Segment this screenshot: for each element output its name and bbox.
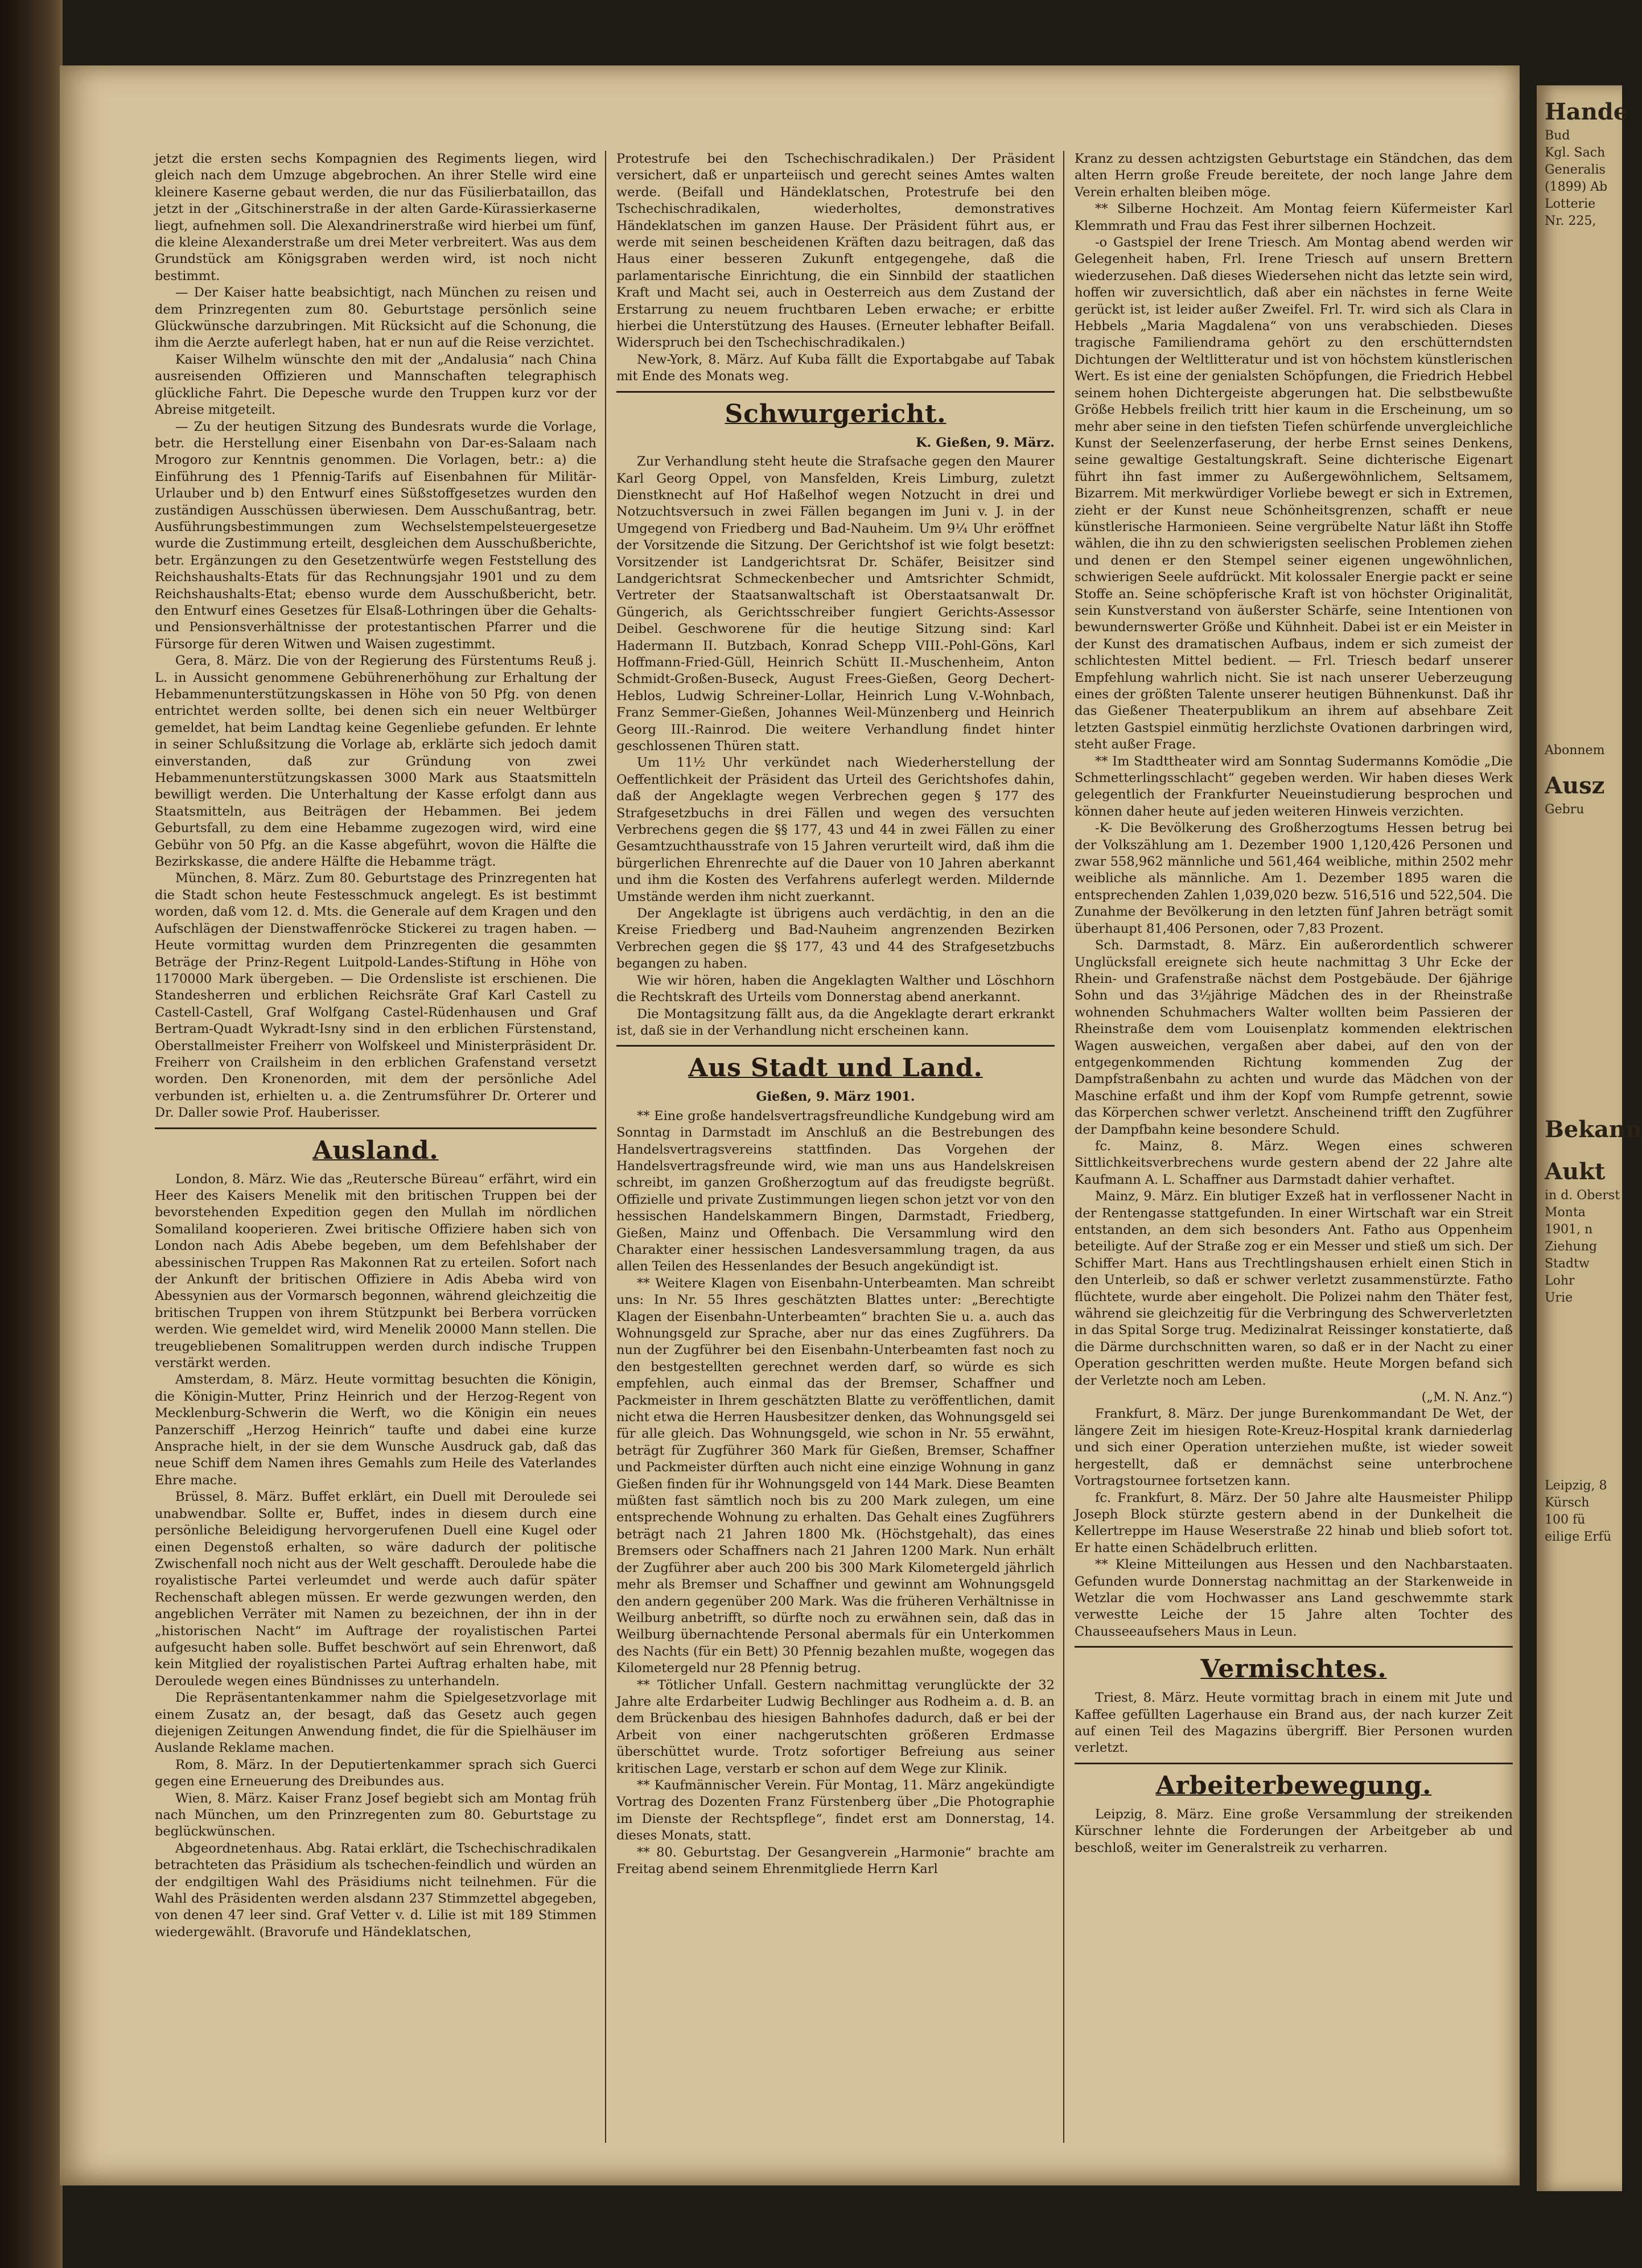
column-divider bbox=[605, 151, 606, 2143]
right-fragment: Abonnem bbox=[1545, 743, 1605, 758]
article-paragraph: Protestrufe bei den Tschechischradikalen.) Der Präsident versichert, daß er unparteiisch und gerecht seines Amtes walten werde. (Beifall und Händeklatschen, Protestrufe bei den Tschechischradikalen, wiederholtes, demonstratives Händeklatschen im ganzen Hause. Der Präsident führt aus, er werde mit seinen bescheidenen Kräften dazu beitragen, daß das Haus einer besseren Zukunft entgegengehe, daß die parlamentarische Einrichtung, die ein Sinnbild der staatlichen Kraft und Macht sei, auch in Oesterreich aus dem Zustand der Erstarrung zu neuem fruchtbaren Leben erwache; er erbitte hierbei die Unterstützung des Hauses. (Erneuter lebhafter Beifall. Widerspruch bei den Tschechischradikalen.) bbox=[616, 151, 1055, 351]
article-paragraph: Leipzig, 8. März. Eine große Versammlung der streikenden Kürschner lehnte die Forderungen der Arbeitgeber ab und beschloß, weiter im Generalstreik zu verharren. bbox=[1075, 1806, 1513, 1855]
article-paragraph: — Der Kaiser hatte beabsichtigt, nach München zu reisen und dem Prinzregenten zum 80. Geburtstage persönlich seine Glückwünsche darzubringen. Mit Rücksicht auf die Schonung, die ihm die Aerzte auferlegt haben, hat er nun auf die Reise verzichtet. bbox=[155, 285, 596, 351]
source-citation: („M. N. Anz.“) bbox=[1421, 1390, 1513, 1405]
right-fragment: Kürsch bbox=[1545, 1496, 1590, 1510]
article-paragraph: Um 11½ Uhr verkündet nach Wiederherstellung der Oeffentlichkeit der Präsident das Urteil des Gerichtshofes dahin, daß der Angeklagte wegen Verbrechen gegen § 177 des Strafgesetzbuchs in drei Fällen und wegen des versuchten Verbrechens gegen die §§ 177, 43 und 44 in zwei Fällen zu einer Gesamtzuchthausstrafe von 15 Jahren verurteilt wird, daß ihm die bürgerlichen Ehrenrechte auf die Dauer von 10 Jahren aberkannt und ihm die Kosten des Verfahrens auferlegt werden. Mildernde Umstände werden ihm nicht zuerkannt. bbox=[616, 755, 1055, 904]
right-fragment: 1901, n bbox=[1545, 1223, 1593, 1237]
article-paragraph: London, 8. März. Wie das „Reutersche Büreau“ erfährt, wird ein Heer des Kaisers Menelik mit den britischen Truppen bei der bevorstehenden Expedition gegen den Mullah im nördlichen Somaliland kooperieren. Zwei britische Offiziere haben sich von London nach Adis Abebe begeben, um dem Befehlshaber der abessinischen Truppen Ras Makonnen Rat zu erteilen. Sofort nach der Ankunft der britischen Offiziere in Adis Abeba wird von Abessynien aus der Vormarsch begonnen, während gleichzeitig die britischen Truppen von ihrem Stützpunkt bei Berbera vorrücken werden. Wie gemeldet wird, wird Menelik 20000 Mann stellen. Die treugebliebenen Somalitruppen werden durch indische Truppen verstärkt werden. bbox=[155, 1171, 596, 1371]
article-paragraph: Mainz, 9. März. Ein blutiger Exzeß hat in verflossener Nacht in der Rentengasse stattgefunden. In einer Wirtschaft war ein Streit entstanden, an dem sich besonders Ant. Fatho aus Oppenheim beteiligte. Auf der Straße zog er ein Messer und stieß um sich. Der Schiffer Mart. Hans aus Trechtlingshausen erhielt einen Stich in den Unterleib, so daß er schwer verletzt zusammenstürzte. Fatho flüchtete, wurde aber eingeholt. Die Polizei nahm den Thäter fest, während sie gleichzeitig für die Verbringung des Schwerverletzten in das Spital Sorge trug. Medizinalrat Reissinger konstatierte, daß die Därme durchschnitten waren, so daß er in der Nacht zu einer Operation geschritten werden mußte. Heute Morgen befand sich der Verletzte noch am Leben. bbox=[1075, 1189, 1513, 1388]
right-fragment: 100 fü bbox=[1545, 1513, 1586, 1527]
article-paragraph: Frankfurt, 8. März. Der junge Burenkommandant De Wet, der längere Zeit im hiesigen Rote-Kreuz-Hospital krank darniederlag und sich einer Operation unterziehen mußte, ist wieder soweit hergestellt, daß er demnächst seine unterbrochene Vortragstournee fortsetzen kann. bbox=[1075, 1406, 1513, 1489]
article-paragraph: Wie wir hören, haben die Angeklagten Walther und Löschhorn die Rechtskraft des Urteils vom Donnerstag abend anerkannt. bbox=[616, 973, 1055, 1005]
article-paragraph: ** Tötlicher Unfall. Gestern nachmittag verunglückte der 32 Jahre alte Erdarbeiter Ludwig Bechlinger aus Rodheim a. d. B. an dem Brückenbau des hiesigen Bahnhofes dadurch, daß er bei der Arbeit von einer nachgerutschten größeren Erdmasse überschüttet wurde. Trotz sofortiger Befreiung aus seiner kritischen Lage, verstarb er schon auf dem Wege zur Klinik. bbox=[616, 1677, 1055, 1776]
article-paragraph: ** Im Stadttheater wird am Sonntag Sudermanns Komödie „Die Schmetterlingsschlacht“ gegeben werden. Wir haben dieses Werk gelegentlich der Frankfurter Neueinstudierung besprochen und können daher heute auf jeden weiteren Hinweis verzichten. bbox=[1075, 754, 1513, 819]
dateline: Gießen, 9. März 1901. bbox=[756, 1089, 915, 1105]
right-fragment: Stadtw bbox=[1545, 1257, 1590, 1271]
right-fragment: Gebru bbox=[1545, 802, 1585, 817]
right-fragment: Monta bbox=[1545, 1205, 1586, 1220]
section-rule bbox=[616, 391, 1055, 393]
right-fragment: Aukt bbox=[1545, 1158, 1606, 1185]
column-right bbox=[1075, 151, 1513, 1857]
right-fragment: (1899) Ab bbox=[1545, 180, 1608, 194]
right-fragment: Hande bbox=[1545, 98, 1628, 125]
article-paragraph: Rom, 8. März. In der Deputiertenkammer sprach sich Guerci gegen eine Erneuerung des Dreibundes aus. bbox=[155, 1757, 596, 1789]
right-fragment: Ziehung bbox=[1545, 1240, 1597, 1254]
article-paragraph: ** 80. Geburtstag. Der Gesangverein „Harmonie“ brachte am Freitag abend seinem Ehrenmitgliede Herrn Karl bbox=[616, 1845, 1055, 1876]
section-heading-arbeiterbewegung: Arbeiterbewegung. bbox=[1155, 1771, 1432, 1800]
book-binding-edge bbox=[0, 0, 63, 2268]
article-paragraph: fc. Mainz, 8. März. Wegen eines schweren Sittlichkeitsverbrechens wurde gestern abend der 22 Jahre alte Kaufmann A. L. Schaffner aus Darmstadt dahier verhaftet. bbox=[1075, 1138, 1513, 1187]
article-paragraph: Sch. Darmstadt, 8. März. Ein außerordentlich schwerer Unglücksfall ereignete sich heute nachmittag 3 Uhr Ecke der Rhein- und Grafenstraße nächst dem Postgebäude. Der 6jährige Sohn und das 3½jährige Mädchen des in der Rheinstraße wohnenden Schuhmachers Walter wollten beim Passieren der Rheinstraße dem vom Louisenplatz kommenden elektrischen Wagen ausweichen, vergaßen aber dabei, auf den von der entgegenkommenden Richtung kommenden Zug der Dampfstraßenbahn zu achten und wurde das Mädchen von der Maschine erfaßt und ihm der Kopf vom Rumpfe getrennt, sowie das Körperchen schwer verletzt. Anscheinend trifft den Zugführer der Dampfbahn keine besondere Schuld. bbox=[1075, 938, 1513, 1137]
column-divider bbox=[1063, 151, 1064, 2143]
article-paragraph: ** Kaufmännischer Verein. Für Montag, 11. März angekündigte Vortrag des Dozenten Franz Fürstenberg über „Die Photographie im Dienste der Rechtspflege“, findet erst am Donnerstag, 14. dieses Monats, statt. bbox=[616, 1777, 1055, 1843]
right-fragment: Urie bbox=[1545, 1291, 1573, 1305]
right-fragment: Bekann bbox=[1545, 1116, 1642, 1143]
article-paragraph: Wien, 8. März. Kaiser Franz Josef begiebt sich am Montag früh nach München, um den Prinzregenten zum 80. Geburtstage zu beglückwünschen. bbox=[155, 1790, 596, 1839]
article-paragraph: jetzt die ersten sechs Kompagnien des Regiments liegen, wird gleich nach dem Umzuge abgebrochen. An ihrer Stelle wird eine kleinere Kaserne gebaut werden, die nur das Füsilierbataillon, das jetzt in der „Gitschinerstraße in der alten Garde-Kürassierkaserne liegt, aufnehmen soll. Die Alexandrinerstraße wird hierbei um fünf, die kleine Alexanderstraße um drei Meter verbreitert. Was aus dem Grundstück am Königsgraben werden wird, ist noch nicht bestimmt. bbox=[155, 151, 596, 283]
article-paragraph: — Zu der heutigen Sitzung des Bundesrats wurde die Vorlage, betr. die Herstellung einer Eisenbahn von Dar-es-Salaam nach Mrogoro zur Kenntnis genommen. Die Vorlagen, betr.: a) die Einführung des 1 Pfennig-Tarifs auf Eisenbahnen für Militär-Urlauber und b) den Entwurf eines Süßstoffgesetzes wurden den zuständigen Ausschüssen überwiesen. Dem Ausschußantrag, betr. Ausführungsbestimmungen zum Wechselstempelsteuergesetze wurde die Zustimmung erteilt, desgleichen dem Ausschußberichte, betr. Ergänzungen zu den Gesetzentwürfe wegen Feststellung des Reichshaushalts-Etats für das Rechnungsjahr 1901 und zu dem Reichshaushalts-Etat; ebenso wurde dem Ausschußbericht, betr. den Entwurf eines Gesetzes für Elsaß-Lothringen über die Gehalts- und Pensionsverhältnisse der protestantischen Pfarrer und die Fürsorge für deren Witwen und Waisen zugestimmt. bbox=[155, 419, 596, 652]
article-paragraph: Brüssel, 8. März. Buffet erklärt, ein Duell mit Deroulede sei unabwendbar. Sollte er, Buffet, indes in diesem durch eine persönliche Beleidigung hervorgerufenen Duell eine Kugel oder einen Degenstoß erhalten, so wäre dadurch der politische Zwischenfall noch nicht aus der Welt geschafft. Deroulede habe die royalistische Partei verleumdet und werde auch dafür später Rechenschaft ablegen müssen. Er werde gezwungen werden, den angeblichen Verräter mit Namen zu bezeichnen, der ihn in der „historischen Nacht“ im Auftrage der royalistischen Partei aufgesucht haben solle. Buffet beschwört auf sein Ehrenwort, daß kein Mitglied der royalistischen Partei Auftrag erhalten habe, mit Deroulede wegen eines Bündnisses zu unterhandeln. bbox=[155, 1489, 596, 1689]
article-paragraph: München, 8. März. Zum 80. Geburtstage des Prinzregenten hat die Stadt schon heute Festesschmuck angelegt. Es ist bestimmt worden, daß vom 12. d. Mts. die Generale auf dem Kragen und den Aufschlägen der Dienstwaffenröcke Stickerei zu tragen haben. — Heute vormittag wurden dem Prinzregenten die gesammten Beträge der Prinz-Regent Luitpold-Landes-Stiftung in Höhe von 1170000 Mark übergeben. — Die Ordensliste ist erschienen. Die Standesherren und erblichen Reichsräte Graf Karl Castell zu Castell-Castell, Graf Wolfgang Castel-Rüdenhausen und Graf Bertram-Quadt Wykradt-Isny sind in den erblichen Fürstenstand, Oberstallmeister Freiherr von Wolfskeel und Ministerpräsident Dr. Freiherr von Crailsheim in den erblichen Grafenstand versetzt worden. Den Kronenorden, mit dem der persönliche Adel verbunden ist, erhielten u. a. die Zentrumsführer Dr. Orterer und Dr. Daller sowie Prof. Hauberisser. bbox=[155, 871, 596, 1121]
article-paragraph: Zur Verhandlung steht heute die Strafsache gegen den Maurer Karl Georg Oppel, von Mansfelden, Kreis Limburg, zuletzt Dienstknecht auf Hof Haßelhof wegen Notzucht in drei und Notzuchtsversuch in zwei Fällen begangen im Juni v. J. in der Umgegend von Friedberg und Bad-Nauheim. Um 9¼ Uhr eröffnet der Vorsitzende die Sitzung. Der Gerichtshof ist wie folgt besetzt: Vorsitzender ist Landgerichtsrat Dr. Schäfer, Beisitzer sind Landgerichtsrat Schmeckenbecher und Amtsrichter Schmidt, Vertreter der Staatsanwaltschaft ist Oberstaatsanwalt Dr. Güngerich, als Gerichtsschreiber fungiert Gerichts-Assessor Deibel. Geschworene für die heutige Sitzung sind: Karl Hadermann II. Butzbach, Konrad Schepp VIII.-Pohl-Göns, Karl Hoffmann-Fried-Güll, Heinrich Schütt II.-Muschenheim, Anton Schmidt-Großen-Buseck, August Frees-Gießen, Georg Dechert-Heblos, Ludwig Schreiner-Lollar, Heinrich Lung V.-Wohnbach, Franz Semmer-Gießen, Johannes Weil-Münzenberg und Heinrich Georg III.-Rainrod. Die weitere Verhandlung findet hinter geschlossenen Thüren statt. bbox=[616, 454, 1055, 754]
section-heading-schwurgericht: Schwurgericht. bbox=[725, 399, 946, 429]
column-middle bbox=[616, 151, 1055, 1878]
article-paragraph: -o Gastspiel der Irene Triesch. Am Montag abend werden wir Gelegenheit haben, Frl. Irene Triesch auf unsern Brettern wiederzusehen. Daß dieses Wiedersehen nicht das letzte sein wird, hoffen wir zuversichtlich, daß aber ein nächstes in ferne Weite gerückt ist, ist leider außer Zweifel. Frl. Tr. wird sich als Clara in Hebbels „Maria Magdalena“ von uns verabschieden. Dieses tragische Familiendrama gehört zu den erschütterndsten Dichtungen der Weltlitteratur und ist von höchstem künstlerischen Wert. Es ist eine der genialsten Schöpfungen, die Friedrich Hebbel seinem hohen Dichtergeiste abgerungen hat. Die selbstbewußte Größe Hebbels freilich tritt hier kaum in die Erscheinung, um so mehr aber seine in den tiefsten Tiefen schürfende unvergleichliche Kunst der Seelenzerfaserung, der herbe Ernst seines Denkens, seine gewaltige Gestaltungskraft. Seine dichterische Eigenart führt ihn fast immer zu Außergewöhnlichem, Seltsamem, Bizarrem. Mit merkwürdiger Vorliebe bewegt er sich in Extremen, zieht er der Kunst neue Schönheitsgrenzen, schafft er neue künstlerische Harmonieen. Seine vergrübelte Natur läßt ihn Stoffe wählen, die ihn zu den schwierigsten seelischen Problemen ziehen und denen er den Stempel seiner eigenen ungewöhnlichen, schwierigen Seele aufdrückt. Mit kolossaler Energie packt er seine Stoffe an. Seine schöpferische Kraft ist von höchster Originalität, sein Kunstverstand von äußerster Schärfe, seine Intentionen von bewundernswerter Größe und Kühnheit. Dabei ist er ein Meister in der Kunst des dramatischen Aufbaus, indem er sich zumeist der schlichtesten Mittel bedient. — Frl. Triesch bedarf unserer Empfehlung wahrlich nicht. Sie ist nach unserer Ueberzeugung eines der größten Talente unserer heutigen Bühnenkunst. Daß ihr das Gießener Theaterpublikum an ihrem auf absehbare Zeit letzten Gastspiel einmütig herzlichste Ovationen darbringen wird, steht außer Frage. bbox=[1075, 235, 1513, 752]
right-fragment: in d. Oberst bbox=[1545, 1188, 1620, 1203]
article-paragraph: Der Angeklagte ist übrigens auch verdächtig, in den an die Kreise Friedberg und Bad-Nauheim angrenzenden Bezirken Verbrechen gegen die §§ 177, 43 und 44 des Strafgesetzbuchs begangen zu haben. bbox=[616, 906, 1055, 972]
section-rule bbox=[155, 1127, 596, 1129]
article-paragraph: Gera, 8. März. Die von der Regierung des Fürstentums Reuß j. L. in Aussicht genommene Gebührenerhöhung zur Erhaltung der Hebammenunterstützungskassen in Höhe von 50 Pfg. von denen entrichtet werden sollte, bei denen sich ein neuer Weltbürger gemeldet, hat beim Landtag keine Gegenliebe gefunden. Er lehnte in seiner Schlußsitzung die Vorlage ab, erklärte sich jedoch damit einverstanden, daß zur Gründung von zwei Hebammenunterstützungskassen 3000 Mark aus Staatsmitteln bewilligt werden. Die Unterhaltung der Kasse erfolgt dann aus Staatsmitteln, aus Beiträgen der Hebammen. Bei jedem Geburtsfall, zu dem eine Hebamme zugezogen wird, wird eine Gebühr von 50 Pfg. an die Kasse abgeführt, wovon die Hälfte die Bezirkskasse, die andere Hälfte die Hebamme trägt. bbox=[155, 653, 596, 870]
article-paragraph: fc. Frankfurt, 8. März. Der 50 Jahre alte Hausmeister Philipp Joseph Block stürzte gestern abend in der Dunkelheit die Kellertreppe im Hause Weserstraße 22 hinab und blieb sofort tot. Er hatte einen Schädelbruch erlitten. bbox=[1075, 1490, 1513, 1555]
right-fragment: Lotterie bbox=[1545, 197, 1596, 211]
right-fragment: Leipzig, 8 bbox=[1545, 1479, 1607, 1493]
article-paragraph: Abgeordnetenhaus. Abg. Ratai erklärt, die Tschechischradikalen betrachteten das Präsidium als tschechen-feindlich und würden an der endgiltigen Wahl des Präsidiums nicht teilnehmen. Für die Wahl des Präsidenten werden alsdann 237 Stimmzettel abgegeben, von denen 47 leer sind. Graf Vetter v. d. Lilie ist mit 189 Stimmen wiedergewählt. (Bravorufe und Händeklatschen, bbox=[155, 1841, 596, 1940]
right-fragment: Nr. 225, bbox=[1545, 214, 1596, 228]
article-paragraph: Die Montagsitzung fällt aus, da die Angeklagte derart erkrankt ist, daß sie in der Verhandlung nicht erscheinen kann. bbox=[616, 1006, 1055, 1038]
article-paragraph: Die Repräsentantenkammer nahm die Spielgesetzvorlage mit einem Zusatz an, der besagt, daß das Gesetz auch gegen diejenigen Zeitungen Anwendung findet, die für die Spielhäuser im Auslande Reklame machen. bbox=[155, 1690, 596, 1756]
article-paragraph: ** Weitere Klagen von Eisenbahn-Unterbeamten. Man schreibt uns: In Nr. 55 Ihres geschätzten Blattes unter: „Berechtigte Klagen der Eisenbahn-Unterbeamten“ brachten Sie u. a. auch das Wohnungsgeld zur Sprache, aber nur das eines Zugführers. Da nun der Zugführer bei den Eisenbahn-Unterbeamten fast noch zu den bestgestellten gerechnet werden darf, so würde es sich empfehlen, auch einmal das der Bremser, Schaffner und Packmeister in Ihrem geschätzten Blatte zu veröffentlichen, damit nicht etwa die Herren Hausbesitzer denken, das Wohnungsgeld sei für alle gleich. Das Wohnungsgeld, wie schon in Nr. 55 erwähnt, beträgt für Zugführer 360 Mark für Gießen, Bremser, Schaffner und Packmeister dürften auch nicht eine einzige Wohnung in ganz Gießen finden für ihr Wohnungsgeld von 144 Mark. Diese Beamten müßten fast sämtlich noch bis zu 200 Mark zulegen, um eine entsprechende Wohnung zu erhalten. Das Gehalt eines Zugführers beträgt nach 21 Jahren 1800 Mk. (Höchstgehalt), das eines Bremsers oder Schaffners nach 21 Jahren 1200 Mark. Nun erhält der Zugführer aber auch 200 bis 300 Mark Kilometergeld jährlich mehr als Bremser und Schaffner und gewinnt am Wohnungsgeld den andern gegenüber 200 Mark. Was die früheren Verhältnisse in Weilburg anbetrifft, so dürfte noch zu erwähnen sein, daß das in Weilburg übernachtende Personal abermals für ein Unterkommen des Nachts (für ein Bett) 30 Pfennig bezahlen mußte, wogegen das Kilometergeld nur 28 Pfennig betrug. bbox=[616, 1275, 1055, 1676]
article-paragraph: Triest, 8. März. Heute vormittag brach in einem mit Jute und Kaffee gefüllten Lagerhause ein Brand aus, der nach kurzer Zeit auf einen Teil des Magazins übergriff. Bier Personen wurden verletzt. bbox=[1075, 1690, 1513, 1756]
right-fragment: Lohr bbox=[1545, 1274, 1575, 1288]
article-paragraph: ** Silberne Hochzeit. Am Montag feiern Küfermeister Karl Klemmrath und Frau das Fest ihrer silbernen Hochzeit. bbox=[1075, 201, 1513, 233]
section-rule bbox=[616, 1045, 1055, 1047]
right-fragment: Generalis bbox=[1545, 163, 1606, 177]
right-fragment: Bud bbox=[1545, 129, 1570, 143]
section-heading-vermischtes: Vermischtes. bbox=[1200, 1654, 1387, 1684]
section-rule bbox=[1075, 1763, 1513, 1764]
article-paragraph: ** Kleine Mitteilungen aus Hessen und den Nachbarstaaten. Gefunden wurde Donnerstag nachmittag an der Starkenweide in Wetzlar die vom Hochwasser ans Land geschwemmte stark verwestte Leiche der 15 Jahre alten Tochter des Chausseeaufsehers Maus in Leun. bbox=[1075, 1557, 1513, 1639]
dateline: K. Gießen, 9. März. bbox=[915, 435, 1055, 450]
article-paragraph: Kranz zu dessen achtzigsten Geburtstage ein Ständchen, das dem alten Herrn große Freude bereitete, der noch lange Jahre dem Verein erhalten bleiben möge. bbox=[1075, 151, 1513, 200]
section-heading-ausland: Ausland. bbox=[312, 1135, 439, 1165]
column-left bbox=[155, 151, 596, 1941]
section-heading-aus-stadt-und-land: Aus Stadt und Land. bbox=[688, 1053, 983, 1083]
right-fragment: Kgl. Sach bbox=[1545, 146, 1606, 160]
right-fragment: Ausz bbox=[1545, 772, 1605, 799]
right-fragment: eilige Erfü bbox=[1545, 1530, 1612, 1544]
section-rule bbox=[1075, 1646, 1513, 1648]
article-paragraph: -K- Die Bevölkerung des Großherzogtums Hessen betrug bei der Volkszählung am 1. Dezember 1900 1,120,426 Personen und zwar 558,962 männliche und 561,464 weibliche, mithin 2502 mehr weibliche als männliche. Am 1. Dezember 1895 waren die entsprechenden Zahlen 1,039,020 bezw. 516,516 und 522,504. Die Zunahme der Bevölkerung in den letzten fünf Jahren beträgt somit überhaupt 81,406 Personen, oder 7,83 Prozent. bbox=[1075, 821, 1513, 936]
article-paragraph: Kaiser Wilhelm wünschte den mit der „Andalusia“ nach China ausreisenden Offizieren und Mannschaften telegraphisch glückliche Fahrt. Die Depesche wurde den Truppen kurz vor der Abreise mitgeteilt. bbox=[155, 352, 596, 418]
article-paragraph: Amsterdam, 8. März. Heute vormittag besuchten die Königin, die Königin-Mutter, Prinz Heinrich und der Herzog-Regent von Mecklenburg-Schwerin die Werft, wo die Königin ein neues Panzerschiff „Herzog Heinrich“ taufte und dabei eine kurze Ansprache hielt, in der sie dem Wunsche Ausdruck gab, daß das neue Schiff dem Namen ihres Gemahls zum Heile des Vaterlandes Ehre mache. bbox=[155, 1372, 596, 1488]
article-paragraph: ** Eine große handelsvertragsfreundliche Kundgebung wird am Sonntag in Darmstadt im Anschluß an die Bestrebungen des Handelsvertragsvereins stattfinden. Das Vorgehen der Handelsvertragsfreunde wird, wie man uns aus Handelskreisen schreibt, im ganzen Großherzogtum auf das freudigste begrüßt. Offizielle und private Zustimmungen liegen schon jetzt vor von den hessischen Handelskammern Bingen, Darmstadt, Friedberg, Gießen, Mainz und Offenbach. Die Versammlung wird den Charakter einer hessischen Landesversammlung tragen, da aus allen Teilen des Hessenlandes der Besuch angekündigt ist. bbox=[616, 1108, 1055, 1274]
article-paragraph: New-York, 8. März. Auf Kuba fällt die Exportabgabe auf Tabak mit Ende des Monats weg. bbox=[616, 352, 1055, 384]
adjacent-page-fragment bbox=[1537, 85, 1642, 2191]
